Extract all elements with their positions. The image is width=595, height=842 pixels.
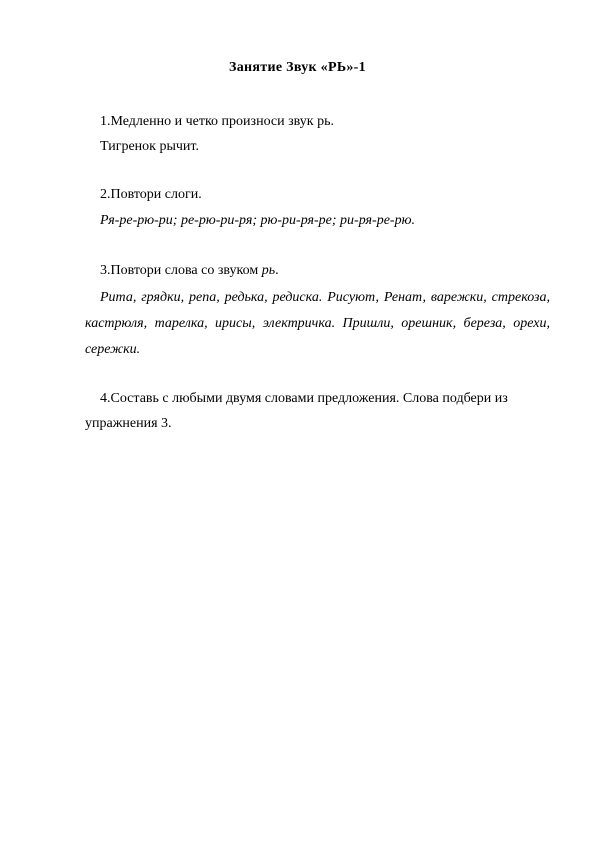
exercise-3-heading-prefix: 3.Повтори слова со звуком [100, 263, 262, 278]
exercise-2-syllables: Ря-ре-рю-ри; ре-рю-ри-ря; рю-ри-ря-ре; ри-ря-ре-рю. [100, 213, 415, 228]
exercise-3-words: Рита, грядки, репа, редька, редиска. Рисуют, Ренат, варежки, стрекоза, кастрюля, тарелка, ирисы, электричка. Пришли, орешник, береза, орехи, сережки. [85, 290, 550, 357]
exercise-3-heading-sound: рь [261, 263, 276, 278]
exercise-3-heading [100, 264, 279, 278]
exercise-1-heading: 1.Медленно и четко произноси звук рь. [100, 114, 334, 129]
exercise-2-heading: 2.Повтори слоги. [100, 187, 202, 202]
page-title: Занятие Звук «РЬ»-1 [229, 60, 366, 75]
exercise-1-text: Тигренок рычит. [100, 139, 199, 154]
exercise-3-heading-suffix: . [275, 263, 279, 278]
exercise-4-line-2: упражнения 3. [85, 416, 172, 431]
exercise-4-line-1: 4.Составь с любыми двумя словами предложения. Слова подбери из [100, 391, 508, 406]
